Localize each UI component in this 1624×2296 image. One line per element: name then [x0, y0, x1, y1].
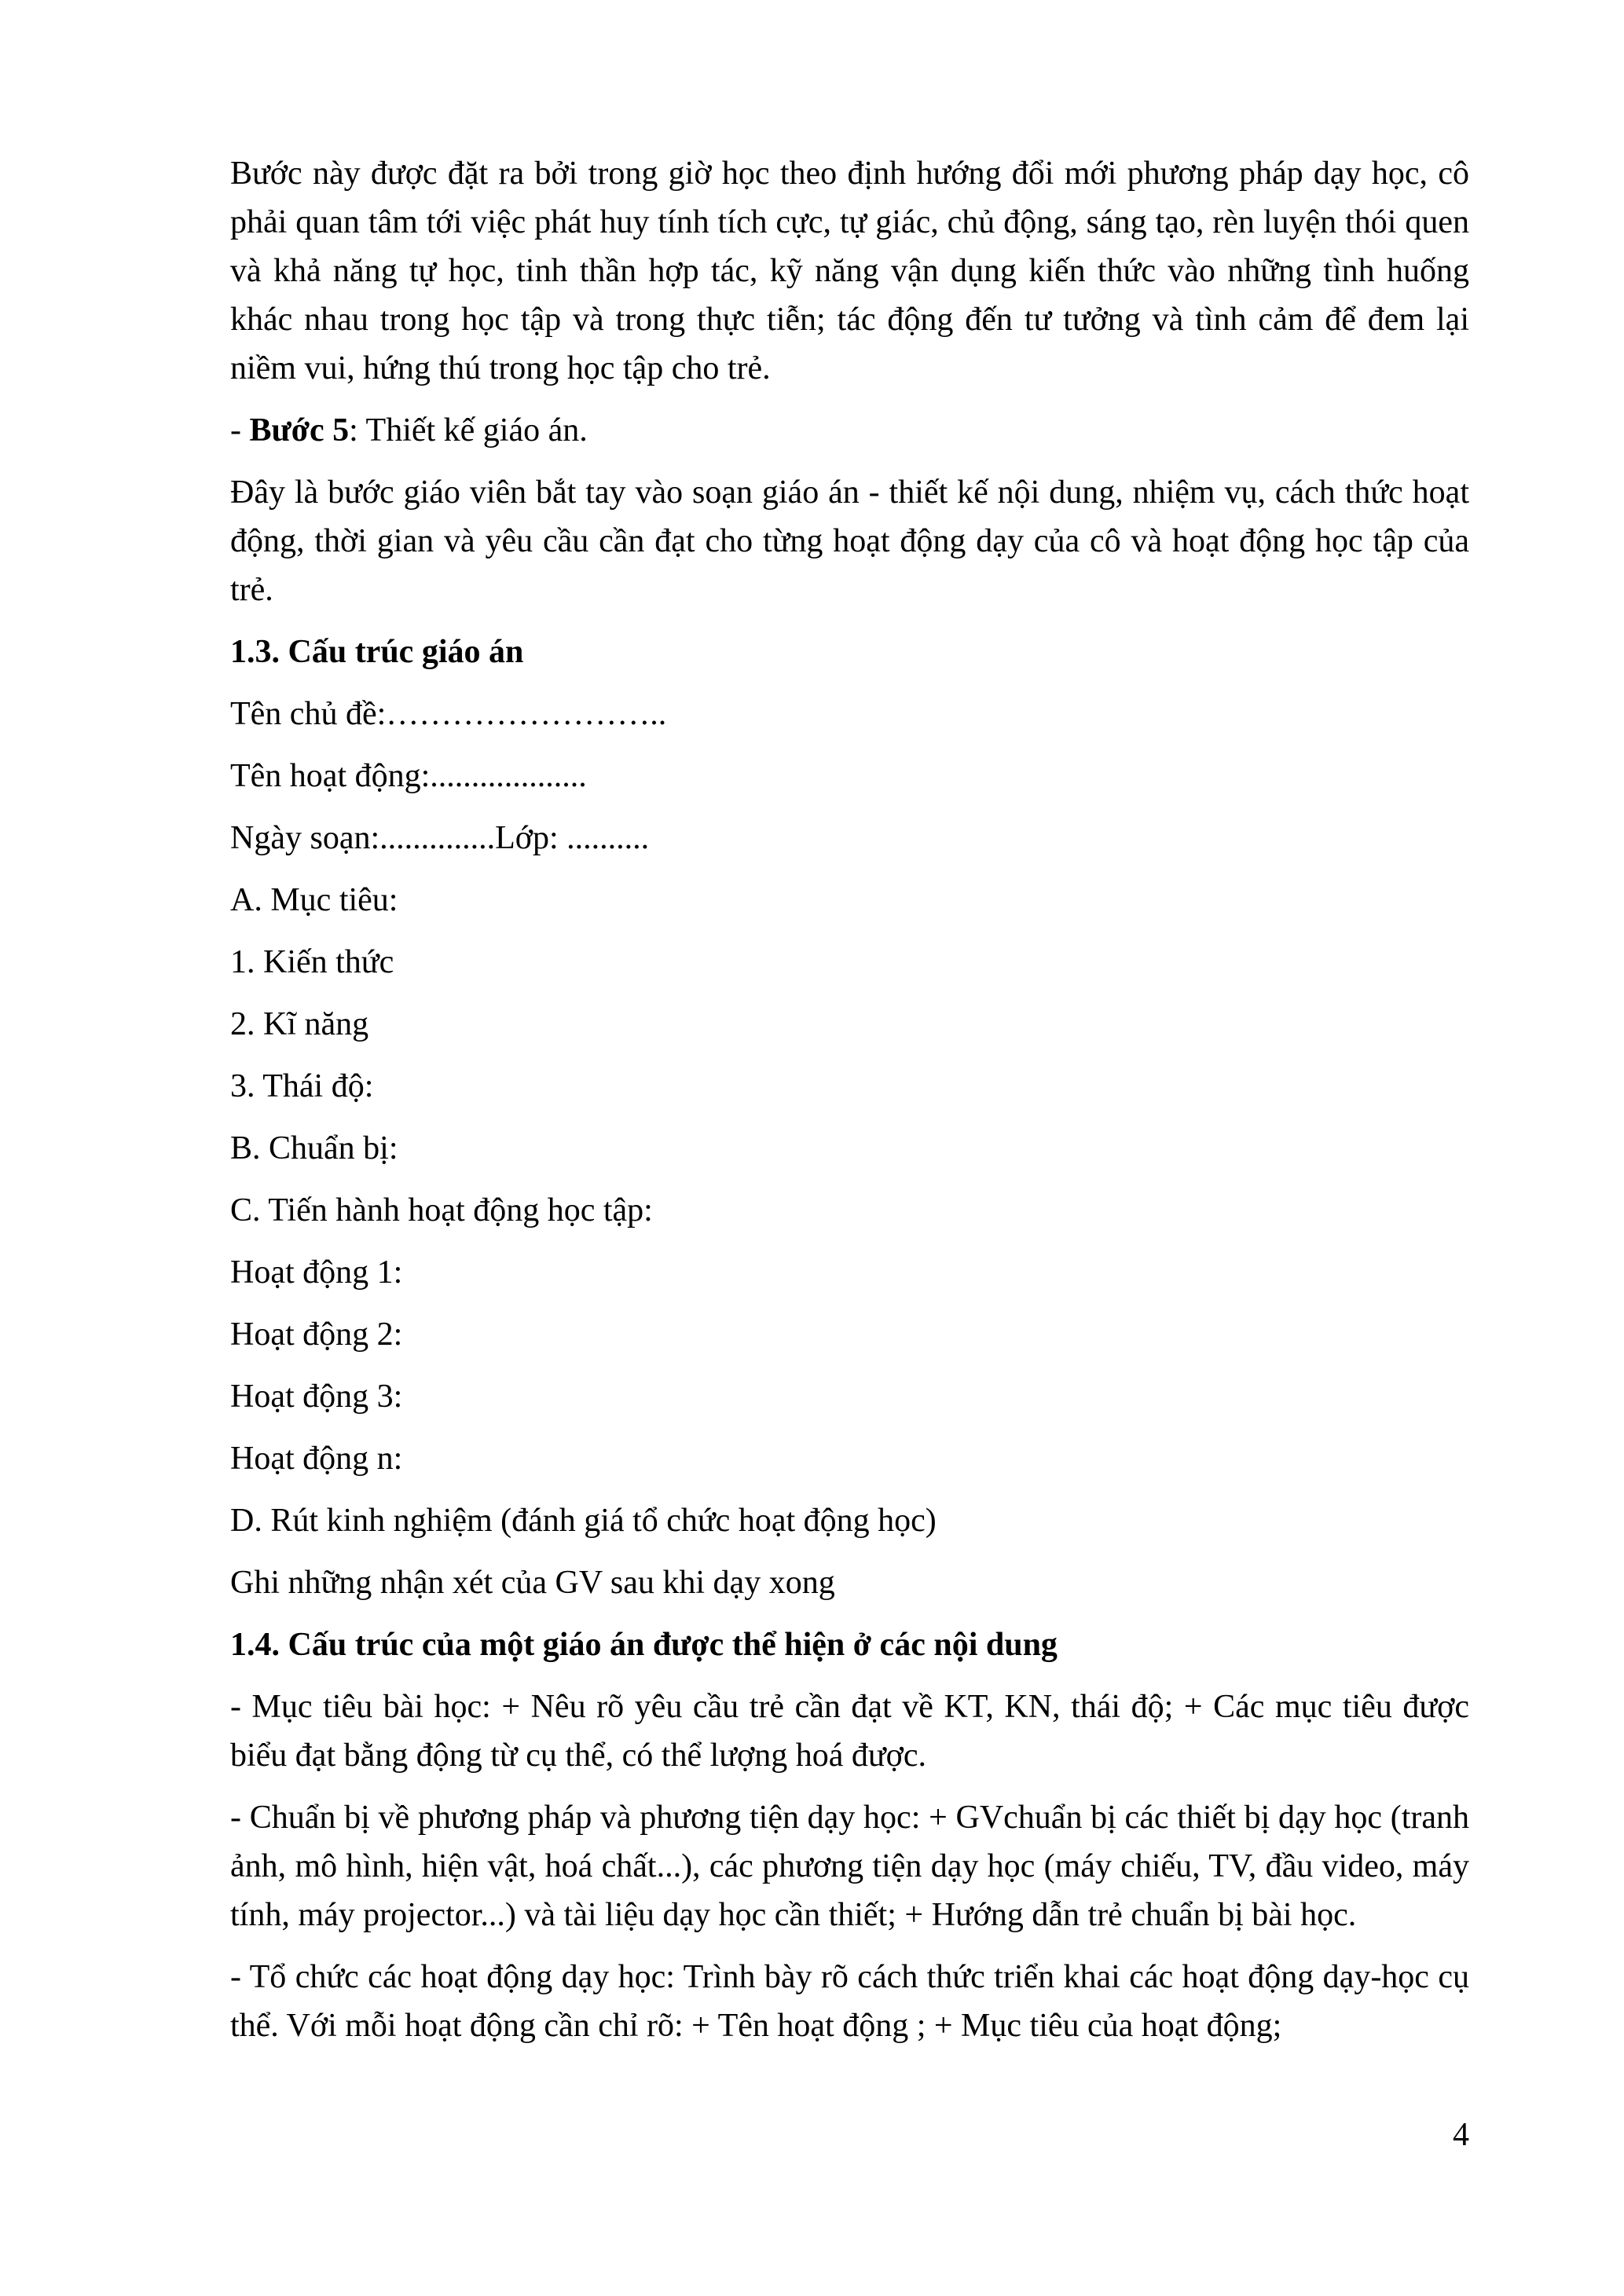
item-hoat-dong-n: Hoạt động n: [230, 1441, 403, 1477]
para-step5-description: Đây là bước giáo viên bắt tay vào soạn giáo án - thiết kế nội dung, nhiệm vụ, cách thức hoạt động, thời gian và yêu cầu cần đạt cho từng hoạt động dạy của cô và hoạt động học tập của trẻ. [230, 474, 1469, 608]
para-ghi-nhan-xet: Ghi những nhận xét của GV sau khi dạy xong [230, 1565, 835, 1601]
item-2-ki-nang: 2. Kĩ năng [230, 1006, 369, 1042]
item-hoat-dong-1: Hoạt động 1: [230, 1254, 403, 1291]
step5-dash: - [230, 412, 250, 449]
step5-text: : Thiết kế giáo án. [349, 412, 588, 449]
field-ten-chu-de: Tên chủ đề:…………………….. [230, 696, 667, 732]
page-number: 4 [1453, 2117, 1469, 2153]
heading-1-3: 1.3. Cấu trúc giáo án [230, 634, 524, 670]
item-1-kien-thuc: 1. Kiến thức [230, 944, 394, 980]
para-chuan-bi-phuong-phap: - Chuẩn bị về phương pháp và phương tiện dạy học: + GVchuẩn bị các thiết bị dạy học (tranh ảnh, mô hình, hiện vật, hoá chất...), các phương tiện dạy học (máy chiếu, TV, đầu video, máy tính, máy projector...) và tài liệu dạy học cần thiết; + Hướng dẫn trẻ chuẩn bị bài học. [230, 1800, 1469, 1933]
heading-1-4: 1.4. Cấu trúc của một giáo án được thể hiện ở các nội dung [230, 1627, 1058, 1663]
step5-label: Bước 5 [249, 412, 350, 449]
item-d-rut-kinh-nghiem: D. Rút kinh nghiệm (đánh giá tổ chức hoạt động học) [230, 1503, 937, 1539]
para-step4-rationale: Bước này được đặt ra bởi trong giờ học theo định hướng đổi mới phương pháp dạy học, cô phải quan tâm tới việc phát huy tính tích cực, tự giác, chủ động, sáng tạo, rèn luyện thói quen và khả năng tự học, tinh thần hợp tác, kỹ năng vận dụng kiến thức vào những tình huống khác nhau trong học tập và trong thực tiễn; tác động đến tư tưởng và tình cảm để đem lại niềm vui, hứng thú trong học tập cho trẻ. [230, 156, 1469, 386]
item-hoat-dong-2: Hoạt động 2: [230, 1316, 403, 1353]
para-to-chuc-hoat-dong: - Tổ chức các hoạt động dạy học: Trình bày rõ cách thức triển khai các hoạt động dạy-học cụ thể. Với mỗi hoạt động cần chỉ rõ: + Tên hoạt động ; + Mục tiêu của hoạt động; [230, 1959, 1469, 2044]
item-hoat-dong-3: Hoạt động 3: [230, 1379, 403, 1415]
text-content [230, 149, 1469, 2063]
field-ngay-soan-lop: Ngày soạn:..............Lớp: .......... [230, 820, 650, 856]
item-b-chuan-bi: B. Chuẩn bị: [230, 1130, 398, 1166]
item-c-tien-hanh: C. Tiến hành hoạt động học tập: [230, 1192, 653, 1229]
para-muc-tieu-bai-hoc: - Mục tiêu bài học: + Nêu rõ yêu cầu trẻ cần đạt về KT, KN, thái độ; + Các mục tiêu được biểu đạt bằng động từ cụ thể, có thể lượng hoá được. [230, 1689, 1469, 1774]
para-step5 [230, 406, 1469, 455]
item-3-thai-do: 3. Thái độ: [230, 1068, 374, 1104]
field-ten-hoat-dong: Tên hoạt động:................... [230, 758, 587, 794]
item-a-muc-tieu: A. Mục tiêu: [230, 882, 398, 918]
